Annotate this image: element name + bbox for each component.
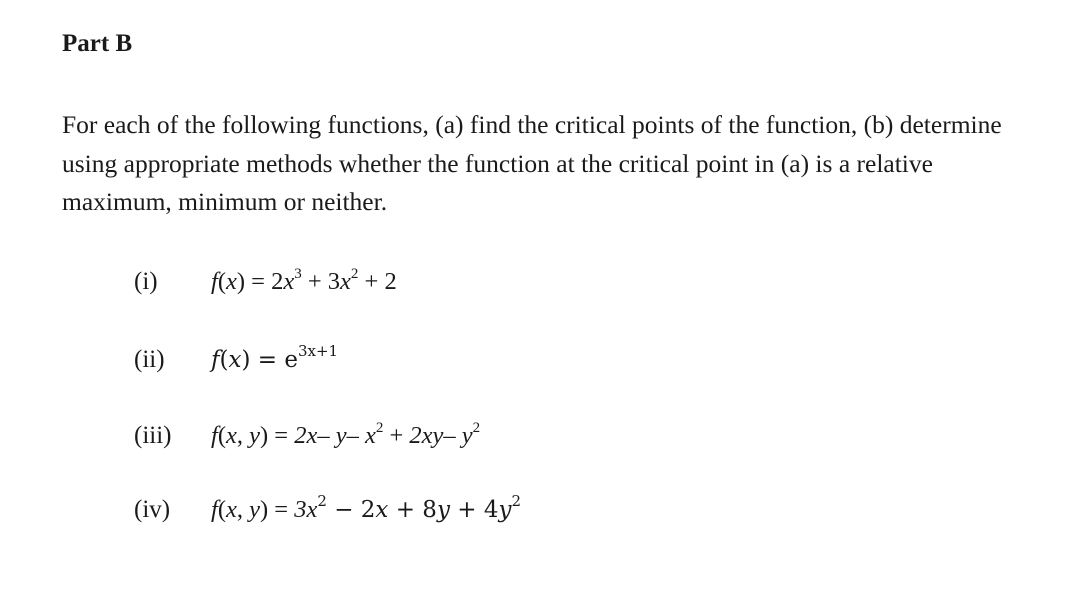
function-expression: $f(x) = 2x^3 + 3x^2 + 2$ — [211, 266, 397, 295]
function-item-4 — [0, 490, 1000, 530]
item-label: (iv) — [134, 496, 171, 523]
instructions-paragraph: For each of the following functions, (a) find the critical points of the function, (b) determine using appropriate methods whether the function at the critical point in (a) is a relative maximum, minimum or neither. — [62, 110, 1002, 216]
function-item-3 — [0, 416, 1000, 456]
item-label: (iii) — [134, 422, 172, 449]
part-heading: Part B — [62, 30, 133, 57]
function-expression: $f(x) = e^{3x+1}$ — [211, 342, 339, 373]
item-label: (i) — [134, 268, 158, 295]
function-expression: f(x, y) = 2x– y– $x^2 + 2xy-$ $y^2$ — [211, 420, 481, 449]
exponent: 3x+1 — [297, 342, 339, 360]
function-expression: f(x, $y) = 3x^2 - 2x + 8y + 4y^2$ — [211, 492, 522, 523]
function-item-1 — [0, 262, 1000, 302]
item-label: (ii) — [134, 346, 165, 373]
function-item-2 — [0, 340, 1000, 380]
